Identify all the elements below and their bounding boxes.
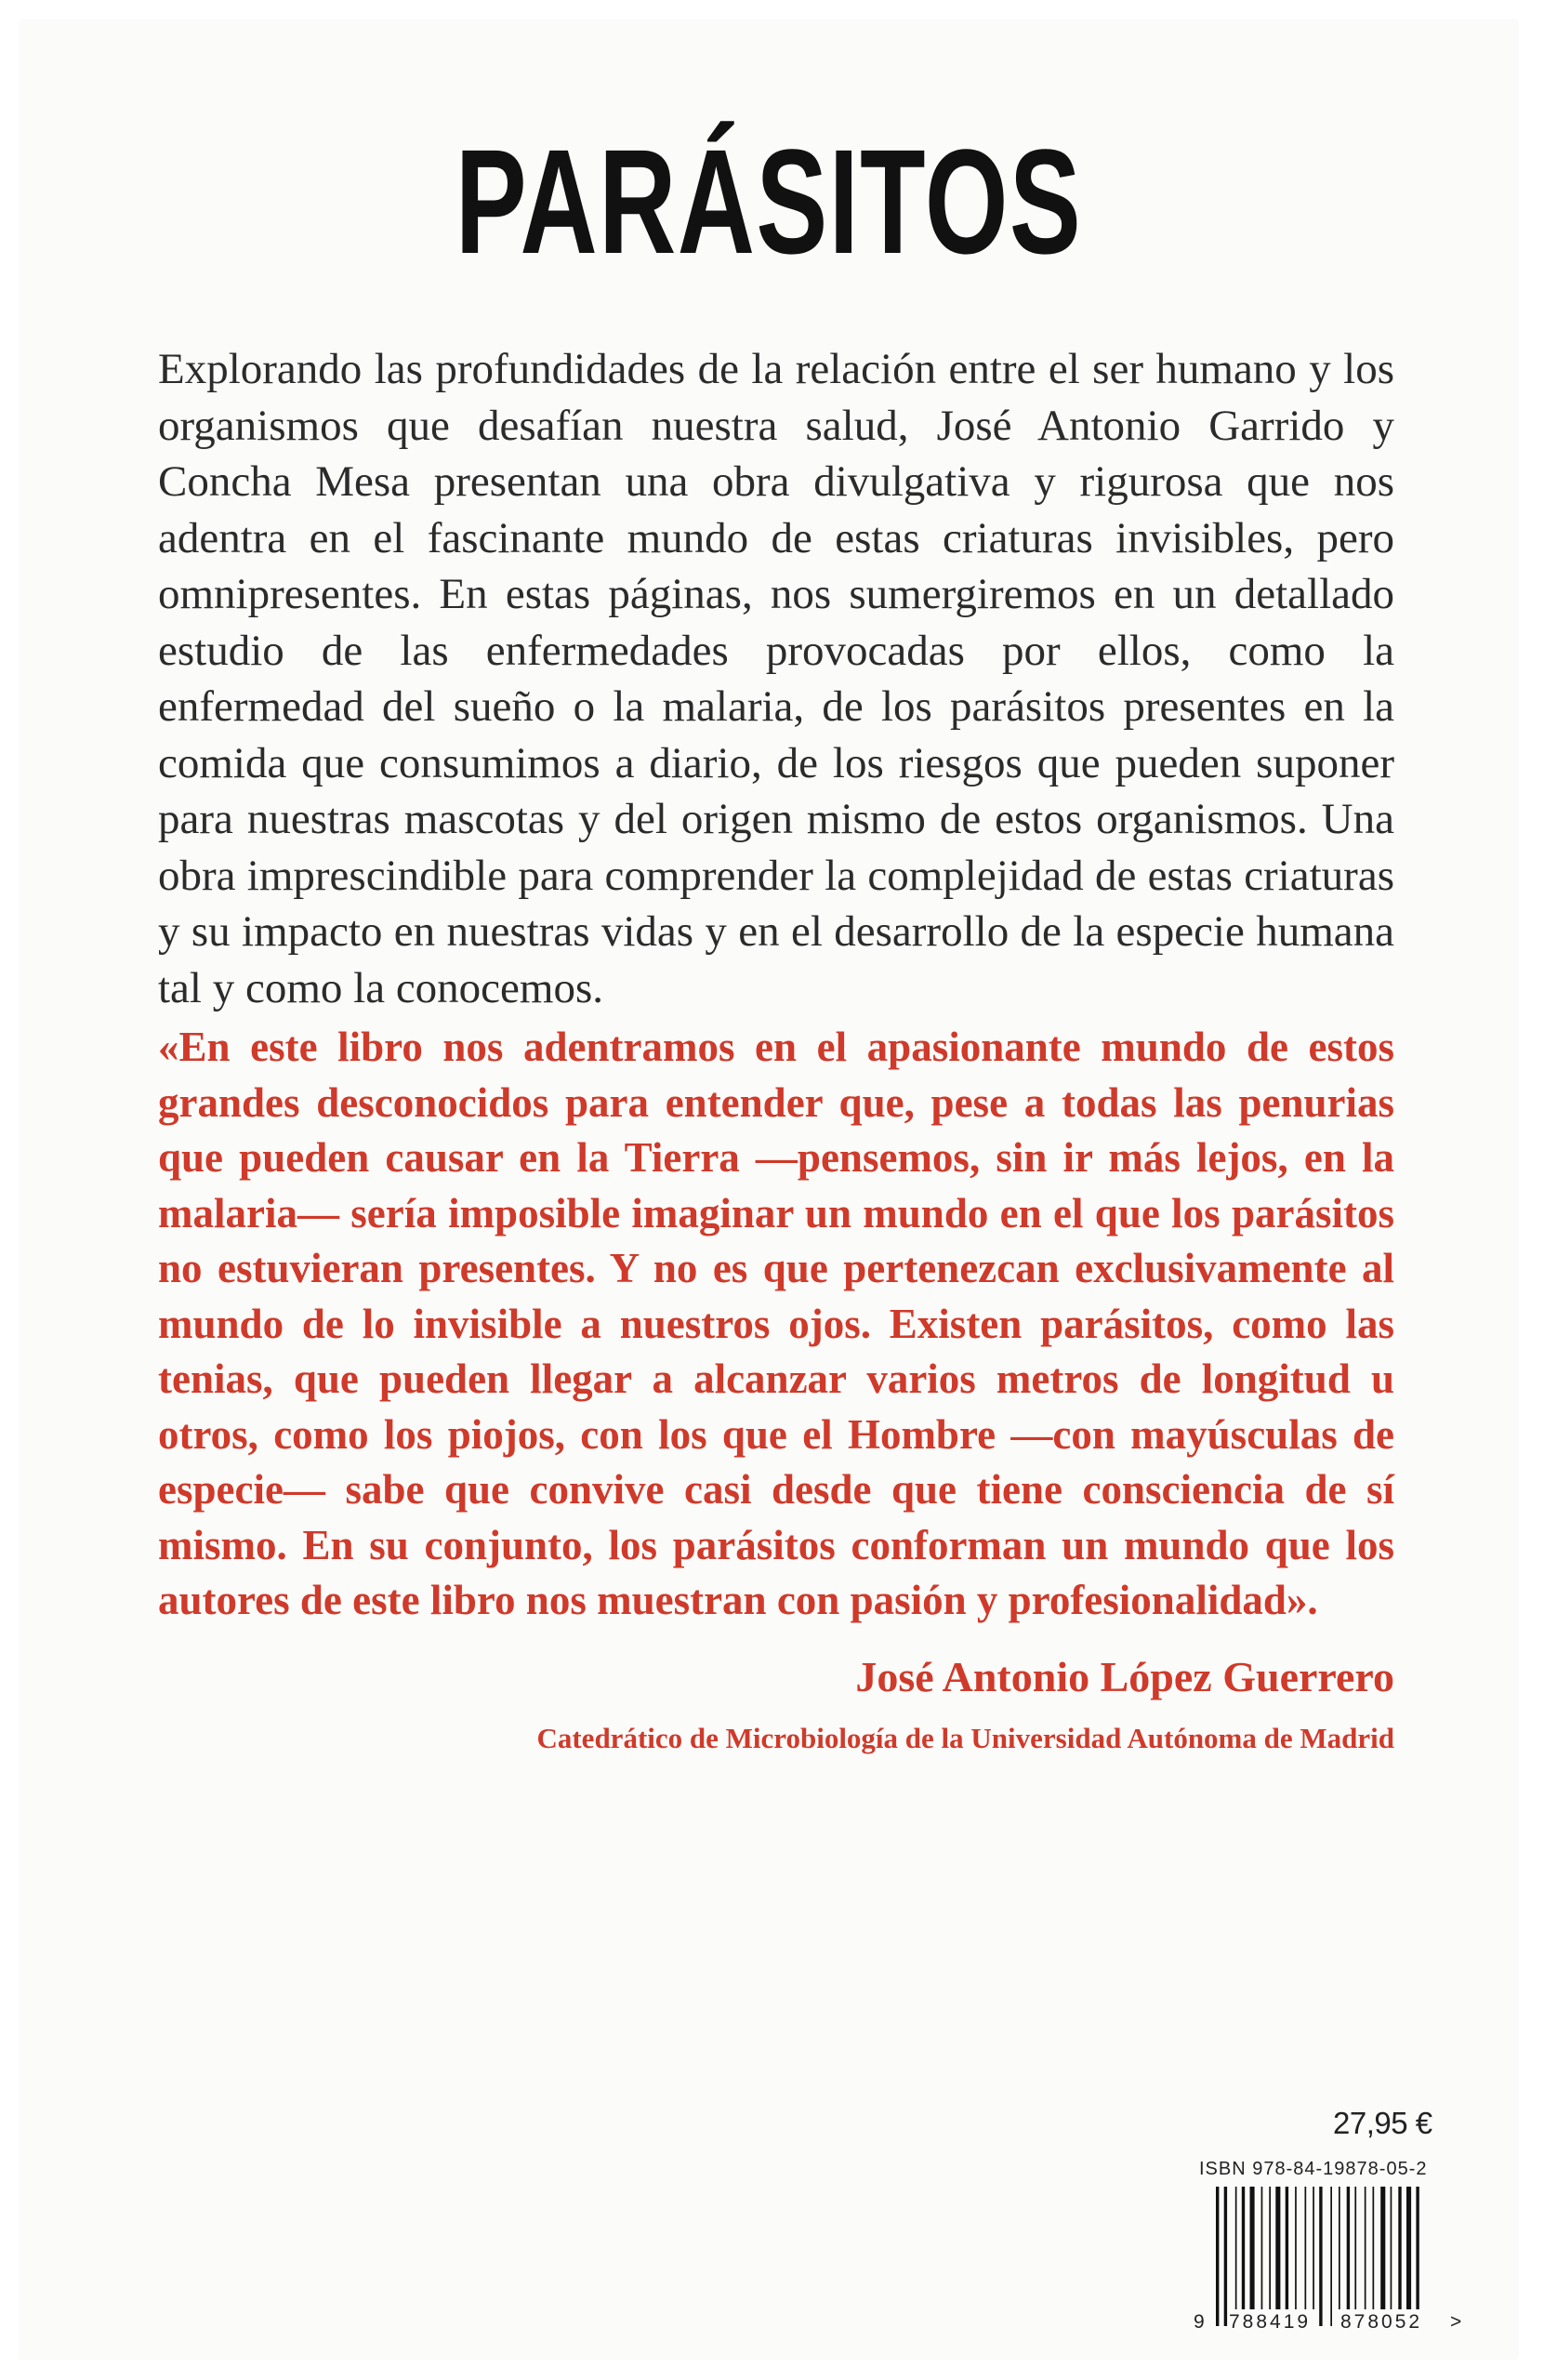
barcode-bar (1313, 2187, 1314, 2309)
barcode-bar (1261, 2187, 1263, 2309)
quote-author: José Antonio López Guerrero (855, 1653, 1394, 1700)
barcode-bar (1339, 2187, 1340, 2309)
barcode-bar (1373, 2187, 1375, 2309)
price-label: 27,95 € (1333, 2106, 1432, 2140)
barcode-end-marker: > (1450, 2311, 1465, 2333)
barcode-bar (1365, 2187, 1366, 2309)
barcode-bar (1275, 2187, 1280, 2309)
barcode-bar (1269, 2187, 1271, 2309)
barcode-bar (1242, 2187, 1245, 2309)
book-back-cover (20, 20, 1517, 2359)
barcode-bar (1235, 2187, 1237, 2309)
barcode-bar (1416, 2187, 1419, 2309)
endorsement-quote: «En este libro nos adentramos en el apasionante mundo de estos grandes desconocidos para entender que, pese a todas las penurias que pueden causar en la Tierra —pensemos, sin ir más lejos, en la malaria— sería imposible imaginar un mundo en el que los parásitos no estuvieran presentes. Y no es que pertenezcan exclusivamente al mundo de lo invisible a nuestros ojos. Existen parásitos, como las tenias, que pueden llegar a alcanzar varios metros de longitud u otros, como los piojos, con los que el Hombre —con mayúsculas de especie— sabe que convive casi desde que tiene consciencia de sí mismo. En su conjunto, los parásitos conforman un mundo que los autores de este libro nos muestran con pasión y profesionalidad». (158, 1024, 1394, 1623)
barcode-bar (1380, 2187, 1385, 2309)
barcode-bar (1224, 2187, 1227, 2326)
barcode-bar (1319, 2187, 1322, 2326)
barcode-bar (1391, 2187, 1392, 2309)
barcode-bar (1250, 2187, 1255, 2309)
barcode-bar (1305, 2187, 1307, 2309)
barcode-graphic (1212, 2187, 1445, 2326)
barcode-bar (1398, 2187, 1401, 2309)
barcode-bar (1354, 2187, 1356, 2309)
barcode-bar (1216, 2187, 1219, 2326)
barcode-left-digits: 788419 (1229, 2311, 1312, 2333)
barcode-bar (1295, 2187, 1297, 2309)
barcode-right-digits: 878052 (1340, 2311, 1423, 2333)
barcode-bar (1330, 2187, 1332, 2326)
barcode-bar (1347, 2187, 1350, 2309)
synopsis-text: Explorando las profundidades de la relación entre el ser humano y los organismos que desafían nuestra salud, José Antonio Garrido y Concha Mesa presentan una obra divulgativa y rigurosa que nos adentra en el fascinante mundo de estas criaturas invisibles, pero omnipresentes. En estas páginas, nos sumergiremos en un detallado estudio de las enfermedades provocadas por ellos, como la enfermedad del sueño o la malaria, de los parásitos presentes en la comida que consumimos a diario, de los riesgos que pueden suponer para nuestras mascotas y del origen mismo de estos organismos. Una obra imprescindible para comprender la complejidad de estas criaturas y su impacto en nuestras vidas y en el desarrollo de la especie humana tal y como la conocemos. (158, 345, 1394, 1012)
barcode-first-digit: 9 (1194, 2311, 1207, 2333)
isbn-label: ISBN 978-84-19878-05-2 (1199, 2159, 1428, 2179)
quote-author-affiliation: Catedrático de Microbiología de la Universidad Autónoma de Madrid (536, 1722, 1394, 1754)
barcode-bar (1286, 2187, 1288, 2309)
barcode-bar (1406, 2187, 1411, 2309)
book-title: PARÁSITOS (455, 118, 1083, 284)
